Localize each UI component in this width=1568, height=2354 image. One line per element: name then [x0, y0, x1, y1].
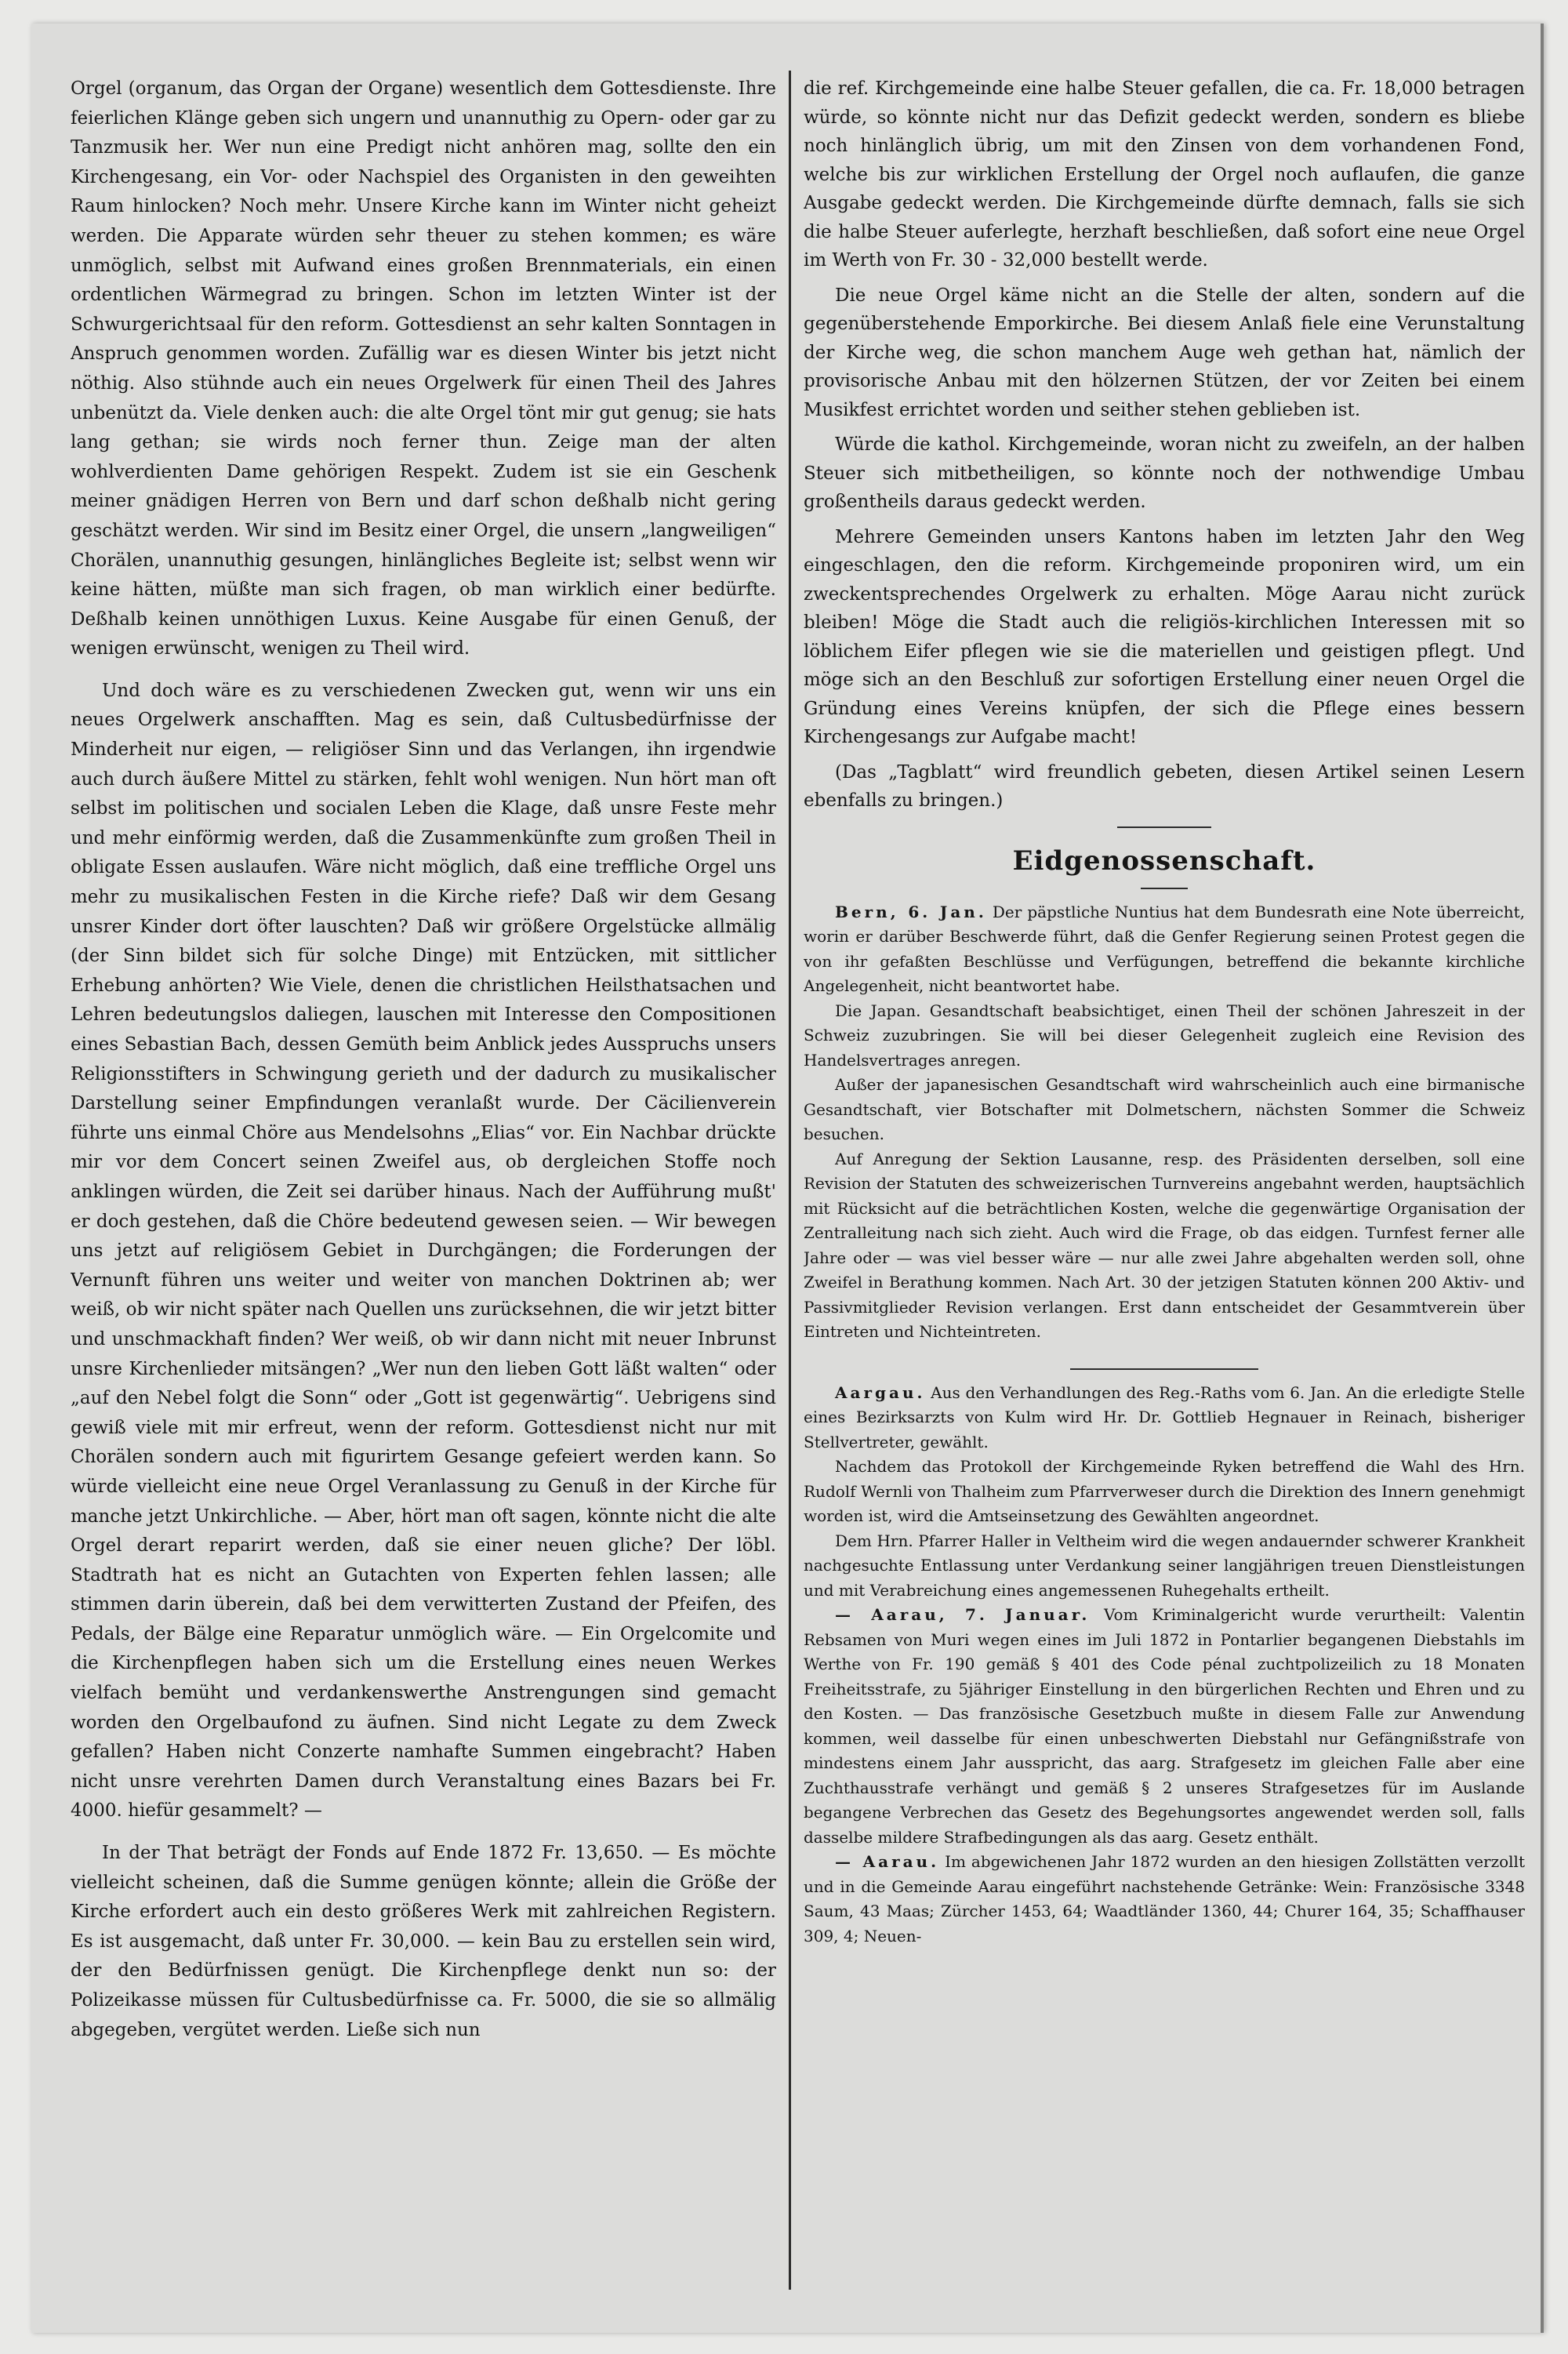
article-paragraph: die ref. Kirchgemeinde eine halbe Steuer gefallen, die ca. Fr. 18,000 betragen würde, so könnte nicht nur das Defizit gedeckt werden, sondern es bliebe noch hinlänglich übrig, um mit den Zinsen von dem vorhandenen Fond, welche bis zur wirklichen Erstellung der Orgel noch auflaufen, die ganze Ausgabe gedeckt werden. Die Kirchgemeinde dürfte demnach, falls sie sich die halbe Steuer auferlegte, herzhaft beschließen, daß sofort eine neue Orgel im Werth von Fr. 30 - 32,000 bestellt werde.	[804, 78, 1525, 271]
news-item	[804, 900, 1525, 999]
article-paragraph: Und doch wäre es zu verschiedenen Zwecken gut, wenn wir uns ein neues Orgelwerk anschafften. Mag es sein, daß Cultusbedürfnisse der Minderheit nur eigen, — religiöser Sinn und das Verlangen, ihn irgendwie auch durch äußere Mittel zu stärken, fehlt wohl wenigen. Nun hört man oft selbst im politischen und socialen Leben die Klage, daß unsre Feste mehr und mehr einförmig werden, daß die Zusammenkünfte zum großen Theil in obligate Essen auslaufen. Wäre nicht möglich, daß eine treffliche Orgel uns mehr zu musikalischen Festen in die Kirche riefe? Daß wir dem Gesang unsrer Kinder dort öfter lauschten? Daß wir größere Orgelstücke allmälig (der Sinn bildet sich für solche Dinge) mit Entzücken, mit sittlicher Erhebung anhörten? Wie Viele, denen die christlichen Heilsthatsachen und Lehren bedeutungslos daliegen, lauschen mit Interesse den Compositionen eines Sebastian Bach, dessen Gemüth beim Anblick jedes Ausspruchs unsers Religionsstifters in Schwingung gerieth und der dadurch zu musikalischer Darstellung seiner Empfindungen veranlaßt wurde. Der Cäcilienverein führte uns einmal Chöre aus Mendelsohns „Elias“ vor. Ein Nachbar drückte mir vor dem Concert seinen Zweifel aus, ob dergleichen Stoffe noch anklingen würden, die Zeit sei darüber hinaus. Nach der Aufführung mußt' er doch gestehen, daß die Chöre bedeutend gewesen seien. — Wir bewegen uns jetzt auf religiösem Gebiet in Durchgängen; die Forderungen der Vernunft führen uns weiter und weiter von manchen Doktrinen ab; wer weiß, ob wir nicht später nach Quellen uns zurücksehnen, die wir jetzt bitter und unschmackhaft finden? Wer weiß, ob wir dann nicht mit neuer Inbrunst unsre Kirchenlieder mitsängen? „Wer nun den lieben Gott läßt walten“ oder „auf den Nebel folgt die Sonn“ oder „Gott ist gegenwärtig“. Uebrigens sind gewiß viele mit mir erfreut, wenn der reform. Gottesdienst nicht nur mit Chorälen sondern auch mit figurirtem Gesange gefeiert werden kann. So würde vielleicht eine neue Orgel Veranlassung zu Genuß in der Kirche für manche jetzt Unkirchliche. — Aber, hört man oft sagen, könnte nicht die alte Orgel derart reparirt werden, daß sie einer neuen gliche? Der löbl. Stadtrath hat es nicht an Gutachten von Experten fehlen lassen; alle stimmen darin überein, daß bei dem verwitterten Zustand der Pfeifen, des Pedals, der Bälge eine Reparatur unmöglich wäre. — Ein Orgelcomite und die Kirchenpflegen haben sich um die Erstellung eines neuen Werkes vielfach bemüht und verdankenswerthe Anstrengungen sind gemacht worden den Orgelbaufond zu äufnen. Sind nicht Legate zu dem Zweck gefallen? Haben nicht Conzerte namhafte Summen eingebracht? Haben nicht unsre verehrten Damen durch Veranstaltung eines Bazars bei Fr. 4000. hiefür gesammelt? —	[71, 680, 776, 1822]
news-item	[804, 1850, 1525, 1949]
news-item	[804, 1603, 1525, 1850]
news-item: Außer der japanesischen Gesandtschaft wird wahrscheinlich auch eine birmanische Gesandtschaft, vier Botschafter mit Dolmetschern, nächsten Sommer die Schweiz besuchen.	[804, 1075, 1525, 1143]
editorial-note: (Das „Tagblatt“ wird freundlich gebeten, diesen Artikel seinen Lesern ebenfalls zu bringen.)	[804, 761, 1525, 811]
dateline: — Aarau, 7. Januar.	[835, 1605, 1091, 1624]
article-paragraph: In der That beträgt der Fonds auf Ende 1872 Fr. 13,650. — Es möchte vielleicht scheinen, daß die Summe genügen könnte; allein die Größe der Kirche erfordert auch ein desto größeres Werk mit zahlreichen Registern. Es ist ausgemacht, daß unter Fr. 30,000. — kein Bau zu erstellen sein wird, der den Bedürfnissen genügt. Die Kirchenpflege denkt nun so: der Polizeikasse müssen für Cultusbedürfnisse ca. Fr. 5000, die sie so allmälig abgegeben, vergütet werden. Ließe sich nun	[71, 1843, 776, 2040]
article-paragraph: Orgel (organum, das Organ der Organe) wesentlich dem Gottesdienste. Ihre feierlichen Klänge geben sich ungern und unannuthig zu Opern- oder gar zu Tanzmusik her. Wer nun eine Predigt nicht anhören mag, sollte den ein Kirchengesang, ein Vor- oder Nachspiel des Organisten in den geweihten Raum hinlocken? Noch mehr. Unsere Kirche kann im Winter nicht geheizt werden. Die Apparate würden sehr theuer zu stehen kommen; es wäre unmöglich, selbst mit Aufwand eines großen Brennmaterials, ein einen ordentlichen Wärmegrad zu bringen. Schon im letzten Winter ist der Schwurgerichtsaal für den reform. Gottesdienst an sehr kalten Sonntagen in Anspruch genommen worden. Zufällig war es diesen Winter bis jetzt nicht nöthig. Also stühnde auch ein neues Orgelwerk für einen Theil des Jahres unbenützt da. Viele denken auch: die alte Orgel tönt mir gut genug; sie hats lang gethan; sie wirds noch ferner thun. Zeige man der alten wohlverdienten Dame gehörigen Respekt. Zudem ist sie ein Geschenk meiner gnädigen Herren von Bern und darf schon deßhalb nicht gering geschätzt werden. Wir sind im Besitz einer Orgel, die unsern „langweiligen“ Chorälen, unannuthig gesungen, hinlängliches Begleite ist; selbst wenn wir keine hätten, müßte man sich fragen, ob man wirklich einer bedürfte. Deßhalb keinen unnöthigen Luxus. Keine Ausgabe für einen Genuß, der wenigen erwünscht, wenigen zu Theil wird.	[71, 78, 776, 659]
article-paragraph: Die neue Orgel käme nicht an die Stelle der alten, sondern auf die gegenüberstehende Emporkirche. Bei diesem Anlaß fiele eine Verunstaltung der Kirche weg, die schon manchem Auge weh gethan hat, nämlich der provisorische Anbau mit den hölzernen Stützen, der vor Zeiten bei einem Musikfest errichtet worden und seither stehen geblieben ist.	[804, 285, 1525, 420]
section-rule	[1070, 1368, 1258, 1370]
news-section	[804, 900, 1525, 1949]
right-column	[804, 74, 1525, 2270]
article-continuation	[804, 74, 1525, 816]
column-divider	[789, 71, 791, 2290]
dateline: Aargau.	[835, 1382, 926, 1402]
article-paragraph: Mehrere Gemeinden unsers Kantons haben im letzten Jahr den Weg eingeschlagen, den die reform. Kirchgemeinde proponiren wird, um ein zweckentsprechendes Orgelwerk zu erhalten. Möge Aarau nicht zurück bleiben! Möge die Stadt auch die religiös-kirchlichen Interessen mit so löblichem Eifer pflegen wie sie die materiellen und geistigen pflegt. Und möge sich an den Beschluß zur sofortigen Erstellung einer neuen Orgel die Gründung eines Vereins knüpfen, der sich die Pflege eines bessern Kirchengesangs zur Aufgabe macht!	[804, 526, 1525, 747]
news-item	[804, 1381, 1525, 1455]
news-text: Der päpstliche Nuntius hat dem Bundesrath eine Note überreicht, worin er darüber Beschwerde führt, daß die Genfer Regierung seinen Protest gegen die von ihr gefaßten Beschlüsse und Verfügungen, betreffend die bekannte kirchliche Angelegenheit, nicht beantwortet habe.	[804, 902, 1525, 995]
news-item: Nachdem das Protokoll der Kirchgemeinde Ryken betreffend die Wahl des Hrn. Rudolf Wernli von Thalheim zum Pfarrverweser durch die Direktion des Innern genehmigt worden ist, wird die Amtseinsetzung des Gewählten angeordnet.	[804, 1457, 1525, 1525]
dateline: Bern, 6. Jan.	[835, 902, 987, 921]
news-text: Im abgewichenen Jahr 1872 wurden an den hiesigen Zollstätten verzollt und in die Gemeinde Aarau eingeführt nachstehende Getränke: Wein: Französische 3348 Saum, 43 Maas; Zürcher 1453, 64; Waadtländer 1360, 44; Churer 164, 35; Schaffhauser 309, 4; Neuen-	[804, 1852, 1525, 1945]
left-column	[71, 74, 776, 2270]
section-rule	[1141, 888, 1188, 889]
news-item: Auf Anregung der Sektion Lausanne, resp. des Präsidenten derselben, soll eine Revision der Statuten des schweizerischen Turnvereins angebahnt werden, hauptsächlich mit Rücksicht auf die beträchtlichen Kosten, welche die gegenwärtige Organisation der Zentralleitung nach sich zieht. Auch wird die Frage, ob das eidgen. Turnfest ferner alle Jahre oder — was viel besser wäre — nur alle zwei Jahre abgehalten werden soll, ohne Zweifel in Berathung kommen. Nach Art. 30 der jetzigen Statuten können 200 Aktiv- und Passivmitglieder Revision verlangen. Erst dann entscheidet der Gesammtverein über Eintreten und Nichteintreten.	[804, 1149, 1525, 1341]
news-text: Aus den Verhandlungen des Reg.-Raths vom 6. Jan. An die erledigte Stelle eines Bezirksarzts von Kulm wird Hr. Dr. Gottlieb Hegnauer in Reinach, bisheriger Stellvertreter, gewählt.	[804, 1382, 1525, 1451]
newspaper-page	[31, 24, 1544, 2333]
article-paragraph: Würde die kathol. Kirchgemeinde, woran nicht zu zweifeln, an der halben Steuer sich mitbetheiligen, so könnte noch der nothwendige Umbau großentheils daraus gedeckt werden.	[804, 434, 1525, 512]
news-text: Vom Kriminalgericht wurde verurtheilt: Valentin Rebsamen von Muri wegen eines im Juli 1872 in Pontarlier begangenen Diebstahls im Werthe von Fr. 190 gemäß § 401 des Code pénal zuchtpolizeilich zu 18 Monaten Freiheitsstrafe, zu 5jähriger Einstellung in den bürgerlichen Rechten und Ehren und zu den Kosten. — Das französische Gesetzbuch mußte in diesem Falle zur Anwendung kommen, weil dasselbe für einen unbeschwerten Diebstahl nur Gefängnißstrafe von mindestens einem Jahr ausspricht, das aarg. Strafgesetz im gleichen Falle aber eine Zuchthausstrafe verhängt und gemäß § 2 unseres Strafgesetzes für im Auslande begangene Verbrechen das Gesetz des Begehungsortes angewendet werden soll, falls dasselbe mildere Strafbedingungen als das aarg. Gesetz enthält.	[804, 1605, 1525, 1847]
section-rule	[1117, 826, 1211, 828]
news-item: Die Japan. Gesandtschaft beabsichtiget, einen Theil der schönen Jahreszeit in der Schweiz zuzubringen. Sie will bei dieser Gelegenheit zugleich eine Revision des Handelsvertrages anregen.	[804, 1001, 1525, 1070]
section-heading: Eidgenossenschaft.	[1012, 845, 1316, 877]
dateline: — Aarau.	[835, 1852, 940, 1871]
news-item: Dem Hrn. Pfarrer Haller in Veltheim wird die wegen andauernder schwerer Krankheit nachgesuchte Entlassung unter Verdankung seiner langjährigen treuen Dienstleistungen und mit Verabreichung eines angemessenen Ruhegehalts ertheilt.	[804, 1531, 1525, 1600]
